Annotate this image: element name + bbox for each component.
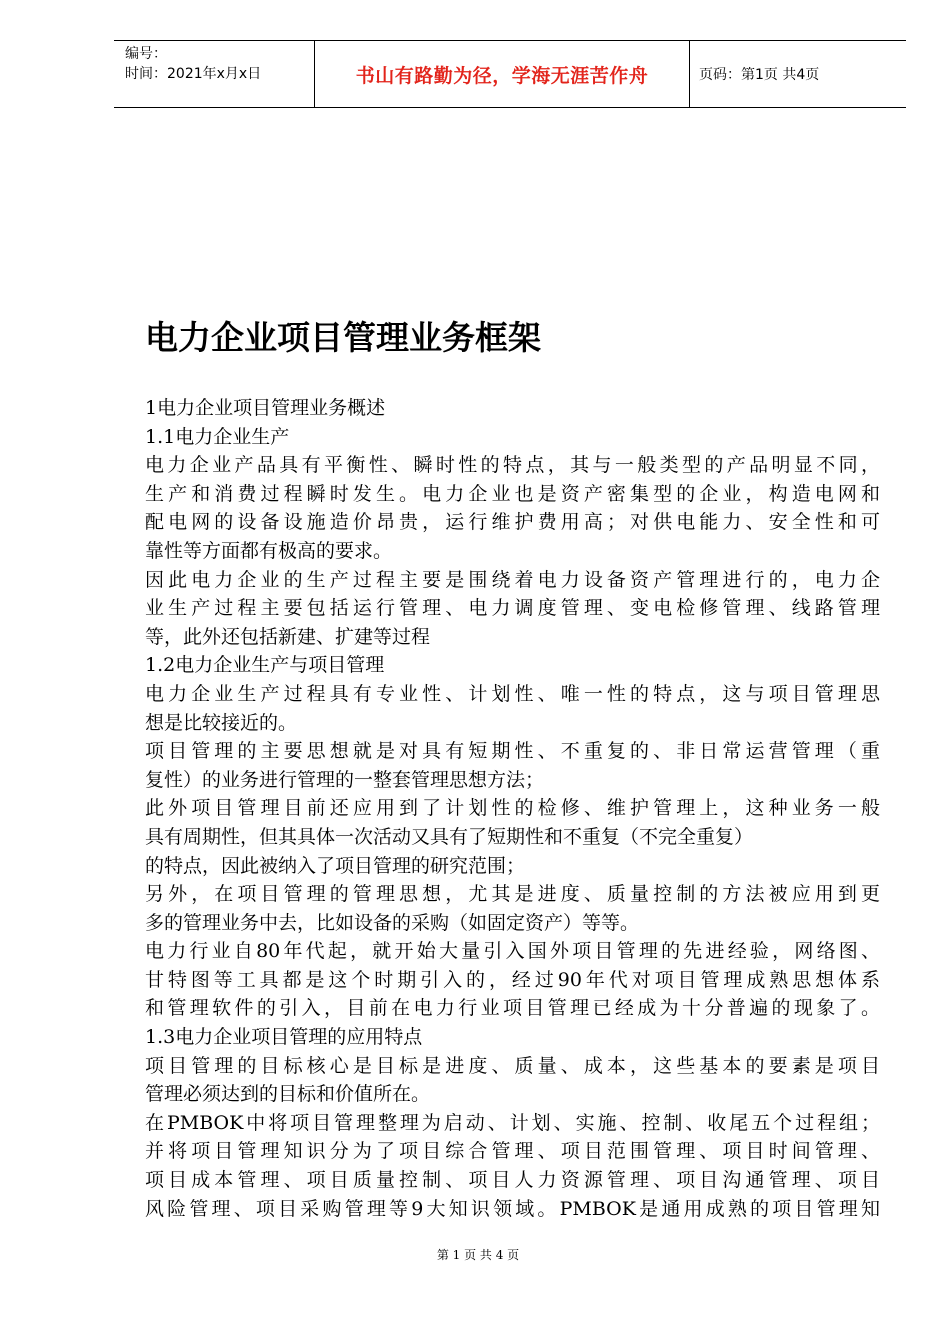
body-line: 1.3电力企业项目管理的应用特点: [145, 1026, 423, 1049]
body-line: 业生产过程主要包括运行管理、电力调度管理、变电检修管理、线路管理: [145, 597, 880, 620]
body-line: 在PMBOK中将项目管理整理为启动、计划、实施、控制、收尾五个过程组；: [145, 1111, 880, 1134]
page-footer: [0, 1247, 950, 1263]
body-line: 项目管理的主要思想就是对具有短期性、不重复的、非日常运营管理（重: [145, 740, 880, 763]
body-line: 靠性等方面都有极高的要求。: [145, 539, 393, 562]
document-time-label: 时间：2021年x月x日: [125, 66, 262, 82]
body-line: 配电网的设备设施造价昂贵，运行维护费用高；对供电能力、安全性和可: [145, 511, 880, 534]
body-line: 具有周期性，但其具体一次活动又具有了短期性和不重复（不完全重复）: [145, 825, 754, 848]
body-line: 管理必须达到的目标和价值所在。: [145, 1083, 431, 1106]
body-line: 复性）的业务进行管理的一整套管理思想方法；: [145, 768, 545, 791]
body-line: 想是比较接近的。: [145, 711, 298, 734]
header-meta: [114, 41, 315, 107]
header-page-info: 页码：第1页 共4页: [699, 67, 820, 83]
document-title: 电力企业项目管理业务框架: [145, 318, 541, 357]
footer-page-number: 第 1 页 共 4 页: [436, 1248, 520, 1262]
body-line: 生产和消费过程瞬时发生。电力企业也是资产密集型的企业，构造电网和: [145, 482, 880, 505]
body-line: 此外项目管理目前还应用到了计划性的检修、维护管理上，这种业务一般: [145, 797, 880, 820]
body-line: 1电力企业项目管理业务概述: [145, 397, 386, 419]
body-line: 因此电力企业的生产过程主要是围绕着电力设备资产管理进行的，电力企: [145, 568, 880, 591]
body-line: 1.2电力企业生产与项目管理: [145, 654, 385, 677]
body-line: 电力行业自80年代起，就开始大量引入国外项目管理的先进经验，网络图、: [145, 940, 880, 963]
body-line: 和管理软件的引入，目前在电力行业项目管理已经成为十分普遍的现象了。: [145, 997, 880, 1020]
document-number-label: 编号：: [125, 46, 167, 62]
body-line: 等，此外还包括新建、扩建等过程: [145, 625, 431, 648]
body-line: 1.1电力企业生产: [145, 425, 290, 448]
page-header: [114, 40, 906, 108]
body-line: 的特点，因此被纳入了项目管理的研究范围；: [145, 854, 526, 877]
body-line: 项目成本管理、项目质量控制、项目人力资源管理、项目沟通管理、项目: [145, 1169, 880, 1192]
body-line: 另外，在项目管理的管理思想，尤其是进度、质量控制的方法被应用到更: [145, 883, 880, 906]
body-line: 多的管理业务中去，比如设备的采购（如固定资产）等等。: [145, 911, 640, 934]
body-line: 电力企业生产过程具有专业性、计划性、唯一性的特点，这与项目管理思: [145, 682, 880, 705]
document-body: [145, 394, 880, 1223]
body-line: 并将项目管理知识分为了项目综合管理、项目范围管理、项目时间管理、: [145, 1140, 880, 1163]
body-line: 甘特图等工具都是这个时期引入的，经过90年代对项目管理成熟思想体系: [145, 968, 880, 991]
body-line: 风险管理、项目采购管理等9大知识领域。PMBOK是通用成熟的项目管理知: [145, 1197, 880, 1220]
header-motto: 书山有路勤为径，学海无涯苦作舟: [315, 41, 690, 107]
body-line: 电力企业产品具有平衡性、瞬时性的特点，其与一般类型的产品明显不同，: [145, 454, 880, 477]
body-line: 项目管理的目标核心是目标是进度、质量、成本，这些基本的要素是项目: [145, 1054, 880, 1077]
